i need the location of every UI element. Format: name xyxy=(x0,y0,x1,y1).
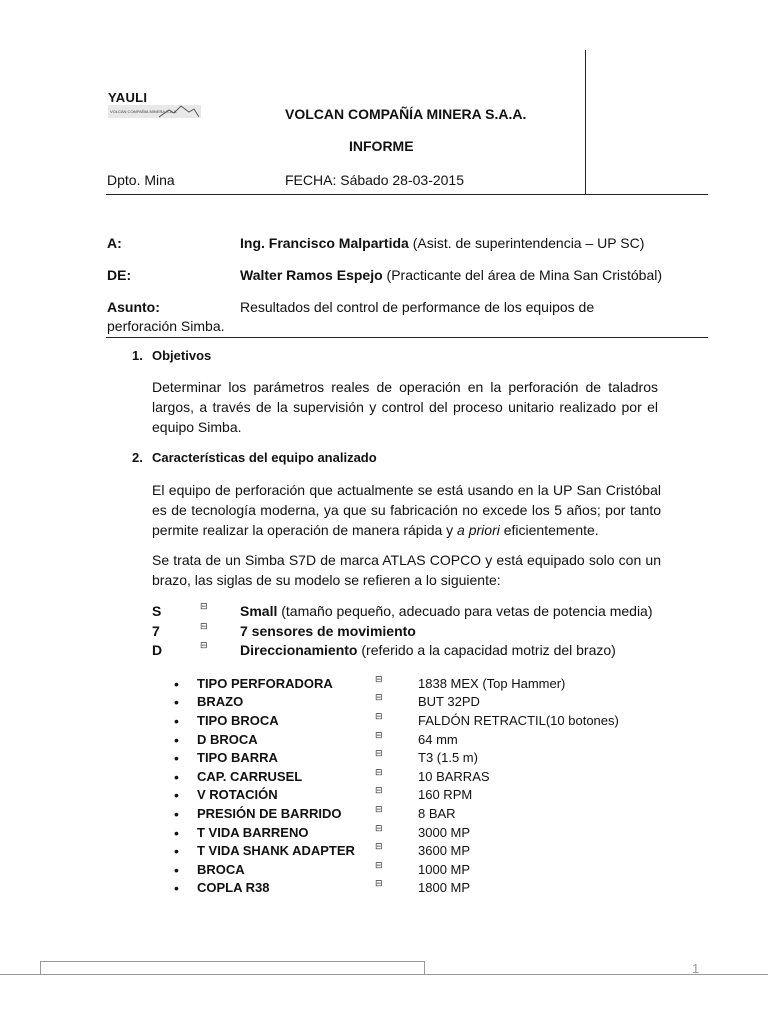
spec-row xyxy=(0,732,768,750)
section1-line: Determinar los parámetros reales de operación en la perforación de taladros xyxy=(152,379,658,395)
spec-separator-icon: ⊟ xyxy=(375,674,383,684)
spec-separator-icon: ⊟ xyxy=(375,748,383,758)
section2-p2-line: brazo, las siglas de su modelo se refieren a lo siguiente: xyxy=(152,572,501,588)
spec-row xyxy=(0,825,768,843)
section2-title: Características del equipo analizado xyxy=(152,450,377,465)
section1-line: equipo Simba. xyxy=(152,419,242,435)
spec-separator-icon: ⊟ xyxy=(375,804,383,814)
spec-value: 3600 MP xyxy=(418,843,471,858)
spec-row xyxy=(0,862,768,880)
spec-value: FALDÓN RETRACTIL(10 botones) xyxy=(418,713,619,728)
logo-subtitle: VOLCAN COMPAÑIA MINERA S.A.A. xyxy=(110,109,178,114)
spec-separator-icon: ⊟ xyxy=(375,823,383,833)
spec-value: 160 RPM xyxy=(418,787,473,802)
spec-separator-icon: ⊟ xyxy=(375,767,383,777)
bullet-icon: • xyxy=(174,769,179,785)
footer-box xyxy=(40,961,425,975)
bullet-icon: • xyxy=(174,880,179,896)
spec-label: TIPO BARRA xyxy=(197,750,278,765)
subject-text-line2: perforación Simba. xyxy=(107,318,225,334)
bullet-icon: • xyxy=(174,750,179,766)
spec-value: 1000 MP xyxy=(418,862,471,877)
section2-number: 2. xyxy=(132,450,143,465)
sigla-term: Direccionamiento xyxy=(240,642,358,658)
bullet-icon: • xyxy=(174,732,179,748)
spec-separator-icon: ⊟ xyxy=(375,860,383,870)
spec-row xyxy=(0,806,768,824)
spec-label: COPLA R38 xyxy=(197,880,270,895)
bullet-icon: • xyxy=(174,806,179,822)
page-number: 1 xyxy=(692,961,700,976)
bullet-icon: • xyxy=(174,694,179,710)
spec-row xyxy=(0,750,768,768)
from-role: (Practicante del área de Mina San Cristóbal) xyxy=(382,267,662,283)
logo-band xyxy=(108,105,201,118)
to-line xyxy=(240,235,644,251)
spec-row xyxy=(0,713,768,731)
spec-separator-icon: ⊟ xyxy=(375,841,383,851)
sigla-term: Small xyxy=(240,603,278,619)
sigla-letter: 7 xyxy=(152,623,160,639)
spec-label: D BROCA xyxy=(197,732,258,747)
sigla-desc: (referido a la capacidad motriz del brazo) xyxy=(357,642,616,658)
document-type: INFORME xyxy=(349,138,414,154)
section2-p2-line: Se trata de un Simba S7D de marca ATLAS COPCO y está equipado solo con un xyxy=(152,552,661,568)
bullet-icon: • xyxy=(174,862,179,878)
spec-label: BROCA xyxy=(197,862,245,877)
spec-separator-icon: ⊟ xyxy=(375,711,383,721)
spec-label: V ROTACIÓN xyxy=(197,787,278,802)
section1-number: 1. xyxy=(132,348,143,363)
header-bottom-rule xyxy=(106,194,708,195)
spec-row xyxy=(0,787,768,805)
spec-label: T VIDA SHANK ADAPTER xyxy=(197,843,355,858)
from-name: Walter Ramos Espejo xyxy=(240,267,383,283)
spec-separator-icon: ⊟ xyxy=(375,692,383,702)
bullet-icon: • xyxy=(174,676,179,692)
sigla-term: 7 sensores de movimiento xyxy=(240,623,416,639)
section1-title: Objetivos xyxy=(152,348,212,363)
section2-p1-line: es de tecnología moderna, ya que su fabricación no excede los 5 años; por tanto xyxy=(152,502,661,518)
logo-name: YAULI xyxy=(108,90,148,105)
spec-value: 3000 MP xyxy=(418,825,471,840)
spec-value: T3 (1.5 m) xyxy=(418,750,478,765)
sigla-bullet-icon: ⊟ xyxy=(200,621,208,631)
spec-separator-icon: ⊟ xyxy=(375,730,383,740)
to-role: (Asist. de superintendencia – UP SC) xyxy=(408,235,645,251)
section1-paragraph xyxy=(152,377,658,437)
from-label: DE: xyxy=(107,267,132,283)
department: Dpto. Mina xyxy=(107,172,175,188)
spec-label: T VIDA BARRENO xyxy=(197,825,309,840)
bullet-icon: • xyxy=(174,825,179,841)
section2-p1-last-line xyxy=(152,520,661,540)
spec-value: 1800 MP xyxy=(418,880,471,895)
sigla-bullet-icon: ⊟ xyxy=(200,601,208,611)
report-date: FECHA: Sábado 28-03-2015 xyxy=(285,172,464,188)
spec-label: BRAZO xyxy=(197,694,244,709)
spec-value: 10 BARRAS xyxy=(418,769,490,784)
spec-value: 8 BAR xyxy=(418,806,456,821)
section1-line: largos, a través de la supervisión y control del proceso unitario realizado por el xyxy=(152,399,658,415)
sigla-letter: D xyxy=(152,642,163,658)
p1-last-post: eficientemente. xyxy=(499,522,599,538)
sigla-definition xyxy=(240,623,416,639)
spec-label: CAP. CARRUSEL xyxy=(197,769,303,784)
section2-paragraph1 xyxy=(152,480,661,540)
company-title: VOLCAN COMPAÑÍA MINERA S.A.A. xyxy=(285,106,527,122)
spec-value: 64 mm xyxy=(418,732,458,747)
spec-row xyxy=(0,694,768,712)
bullet-icon: • xyxy=(174,787,179,803)
p1-last-italic: a priori xyxy=(457,522,500,538)
p1-last-pre: permite realizar la operación de manera rápida y xyxy=(152,522,458,538)
memo-bottom-rule xyxy=(106,337,708,338)
subject-label: Asunto: xyxy=(107,299,160,315)
spec-separator-icon: ⊟ xyxy=(375,785,383,795)
sigla-definition xyxy=(240,642,616,658)
bullet-icon: • xyxy=(174,843,179,859)
to-label: A: xyxy=(107,235,122,251)
header-vertical-rule xyxy=(585,50,586,194)
spec-value: 1838 MEX (Top Hammer) xyxy=(418,676,566,691)
bullet-icon: • xyxy=(174,713,179,729)
company-logo xyxy=(108,90,147,105)
sigla-bullet-icon: ⊟ xyxy=(200,640,208,650)
spec-label: TIPO BROCA xyxy=(197,713,279,728)
section2-p1-line: El equipo de perforación que actualmente se está usando en la UP San Cristóbal xyxy=(152,482,661,498)
spec-row xyxy=(0,880,768,898)
sigla-desc: (tamaño pequeño, adecuado para vetas de potencia media) xyxy=(277,603,653,619)
sigla-definition xyxy=(240,603,653,619)
spec-row xyxy=(0,769,768,787)
sigla-letter: S xyxy=(152,603,162,619)
spec-separator-icon: ⊟ xyxy=(375,878,383,888)
spec-label: PRESIÓN DE BARRIDO xyxy=(197,806,342,821)
to-name: Ing. Francisco Malpartida xyxy=(240,235,409,251)
spec-label: TIPO PERFORADORA xyxy=(197,676,333,691)
spec-row xyxy=(0,843,768,861)
spec-row xyxy=(0,676,768,694)
from-line xyxy=(240,267,662,283)
spec-value: BUT 32PD xyxy=(418,694,480,709)
subject-text-line1: Resultados del control de performance de los equipos de xyxy=(240,299,595,315)
mountain-icon xyxy=(159,105,199,118)
section2-paragraph2 xyxy=(152,550,661,590)
